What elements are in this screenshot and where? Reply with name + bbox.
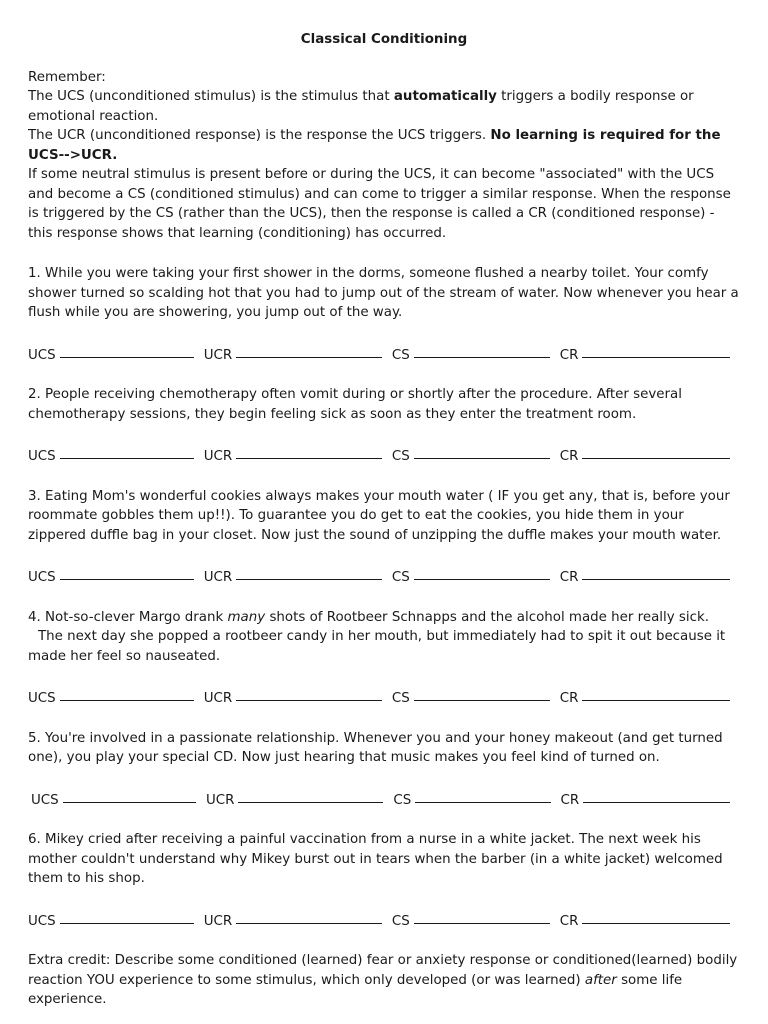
ucr-label: UCR bbox=[203, 913, 233, 929]
ucr-answer-blank[interactable] bbox=[236, 685, 382, 701]
extra-credit bbox=[28, 951, 740, 1010]
ucs-label: UCS bbox=[28, 449, 56, 464]
ucr-label: UCR bbox=[203, 570, 233, 585]
cr-label: CR bbox=[559, 347, 579, 363]
cr-answer-blank[interactable] bbox=[582, 908, 730, 924]
answer-row-3 bbox=[28, 565, 740, 588]
question-text: 5. You're involved in a passionate relationship. Whenever you and your honey makeout (and get turned one), you play your special CD. Now just hearing that music makes you feel kind of turned on. bbox=[28, 730, 723, 765]
ucs-definition-emphasis: automatically bbox=[393, 89, 497, 104]
extra-credit-emphasis: after bbox=[584, 972, 617, 988]
cr-label: CR bbox=[559, 449, 579, 464]
cs-label: CS bbox=[393, 792, 412, 808]
extra-credit-text-start: Extra credit: Describe some conditioned (learned) fear or anxiety response or conditioned(learned) bodily reaction YOU experience to some stimulus, which only developed (or was learned) bbox=[28, 953, 738, 988]
ucr-definition bbox=[28, 126, 740, 165]
cs-answer-blank[interactable] bbox=[414, 685, 550, 701]
remember-label: Remember: bbox=[28, 69, 106, 85]
question-3 bbox=[28, 487, 740, 546]
ucr-label: UCR bbox=[203, 347, 233, 363]
question-6 bbox=[28, 830, 740, 889]
cr-answer-blank[interactable] bbox=[582, 342, 730, 358]
cs-label: CS bbox=[391, 347, 410, 363]
cs-label: CS bbox=[391, 449, 410, 464]
question-5 bbox=[28, 729, 740, 768]
cr-label: CR bbox=[559, 691, 579, 706]
ucs-label: UCS bbox=[28, 570, 56, 585]
question-1 bbox=[28, 264, 740, 323]
ucr-answer-blank[interactable] bbox=[236, 342, 382, 358]
extra-credit-text bbox=[28, 951, 740, 1010]
cs-answer-blank[interactable] bbox=[414, 443, 550, 459]
intro-section bbox=[28, 68, 740, 244]
question-4 bbox=[28, 608, 740, 667]
cr-answer-blank[interactable] bbox=[582, 685, 730, 701]
question-text: 6. Mikey cried after receiving a painful vaccination from a nurse in a white jacket. The next week his mother couldn't understand why Mikey burst out in tears when the barber (in a white jacket) welcomed them to his shop. bbox=[28, 832, 723, 886]
ucr-definition-text: The UCR (unconditioned response) is the response the UCS triggers. bbox=[28, 128, 491, 143]
cs-answer-blank[interactable] bbox=[415, 787, 550, 803]
ucs-answer-blank[interactable] bbox=[60, 685, 194, 701]
question-text: 2. People receiving chemotherapy often vomit during or shortly after the procedure. After several chemotherapy sessions, they begin feeling sick as soon as they enter the treatment room. bbox=[28, 387, 682, 422]
answer-row-5 bbox=[28, 788, 740, 811]
neutral-stimulus-definition: If some neutral stimulus is present before or during the UCS, it can become "associated" with the UCS and become a CS (conditioned stimulus) and can come to trigger a similar response. When the response is triggered by the CS (rather than the UCS), then the response is called a CR (conditioned response) - this response shows that learning (conditioning) has occurred. bbox=[28, 167, 731, 241]
cs-answer-blank[interactable] bbox=[414, 342, 550, 358]
ucs-label: UCS bbox=[28, 347, 56, 363]
cs-answer-blank[interactable] bbox=[414, 908, 550, 924]
question-text-line2: The next day she popped a rootbeer candy in her mouth, but immediately had to spit it out because it made her feel so nauseated. bbox=[28, 629, 726, 664]
cr-label: CR bbox=[559, 913, 579, 929]
answer-row-4 bbox=[28, 686, 740, 709]
ucs-definition-text-end: triggers a bodily response or emotional reaction. bbox=[28, 89, 694, 124]
ucs-label: UCS bbox=[28, 913, 56, 929]
answer-row-6 bbox=[28, 909, 740, 932]
ucr-definition-emphasis: No learning is required for the UCS-->UCR. bbox=[28, 128, 721, 163]
cs-label: CS bbox=[391, 913, 410, 929]
cs-answer-blank[interactable] bbox=[414, 564, 550, 580]
ucs-answer-blank[interactable] bbox=[60, 342, 194, 358]
ucr-label: UCR bbox=[205, 792, 235, 808]
page-title: Classical Conditioning bbox=[300, 32, 468, 47]
question-text-end: shots of Rootbeer Schnapps and the alcohol made her really sick. bbox=[265, 609, 709, 625]
ucs-label: UCS bbox=[28, 691, 56, 706]
ucr-answer-blank[interactable] bbox=[236, 443, 382, 459]
cr-label: CR bbox=[559, 570, 579, 585]
question-text bbox=[28, 608, 740, 628]
question-2 bbox=[28, 385, 740, 424]
ucr-label: UCR bbox=[203, 449, 233, 464]
ucr-answer-blank[interactable] bbox=[238, 787, 383, 803]
cr-answer-blank[interactable] bbox=[582, 443, 730, 459]
cr-answer-blank[interactable] bbox=[582, 564, 730, 580]
ucs-definition bbox=[28, 87, 740, 126]
answer-row-2 bbox=[28, 444, 740, 467]
ucs-answer-blank[interactable] bbox=[60, 908, 194, 924]
cs-label: CS bbox=[391, 691, 410, 706]
ucs-answer-blank[interactable] bbox=[60, 564, 194, 580]
cs-label: CS bbox=[391, 570, 410, 585]
question-text-start: 4. Not-so-clever Margo drank bbox=[28, 609, 228, 625]
ucs-label: UCS bbox=[31, 792, 59, 808]
ucr-label: UCR bbox=[203, 691, 233, 706]
ucr-answer-blank[interactable] bbox=[236, 564, 382, 580]
extra-credit-text-end: some life experience. bbox=[28, 972, 683, 1007]
ucs-answer-blank[interactable] bbox=[63, 787, 196, 803]
ucr-answer-blank[interactable] bbox=[236, 908, 382, 924]
cr-label: CR bbox=[560, 792, 580, 808]
question-text: 1. While you were taking your first shower in the dorms, someone flushed a nearby toilet. Your comfy shower turned so scalding hot that you had to jump out of the stream of water. Now whenever you hear a flush while you are showering, you jump out of the way. bbox=[28, 266, 739, 320]
question-text-emphasis: many bbox=[227, 609, 266, 625]
ucs-answer-blank[interactable] bbox=[60, 443, 194, 459]
cr-answer-blank[interactable] bbox=[583, 787, 730, 803]
ucs-definition-text: The UCS (unconditioned stimulus) is the stimulus that bbox=[28, 89, 394, 104]
question-text: 3. Eating Mom's wonderful cookies always makes your mouth water ( IF you get any, that is, before your roommate gobbles them up!!). To guarantee you do get to eat the cookies, you hide them in your zippered duffle bag in your closet. Now just the sound of unzipping the duffle makes your mouth water. bbox=[28, 488, 730, 543]
answer-row-1 bbox=[28, 343, 740, 366]
